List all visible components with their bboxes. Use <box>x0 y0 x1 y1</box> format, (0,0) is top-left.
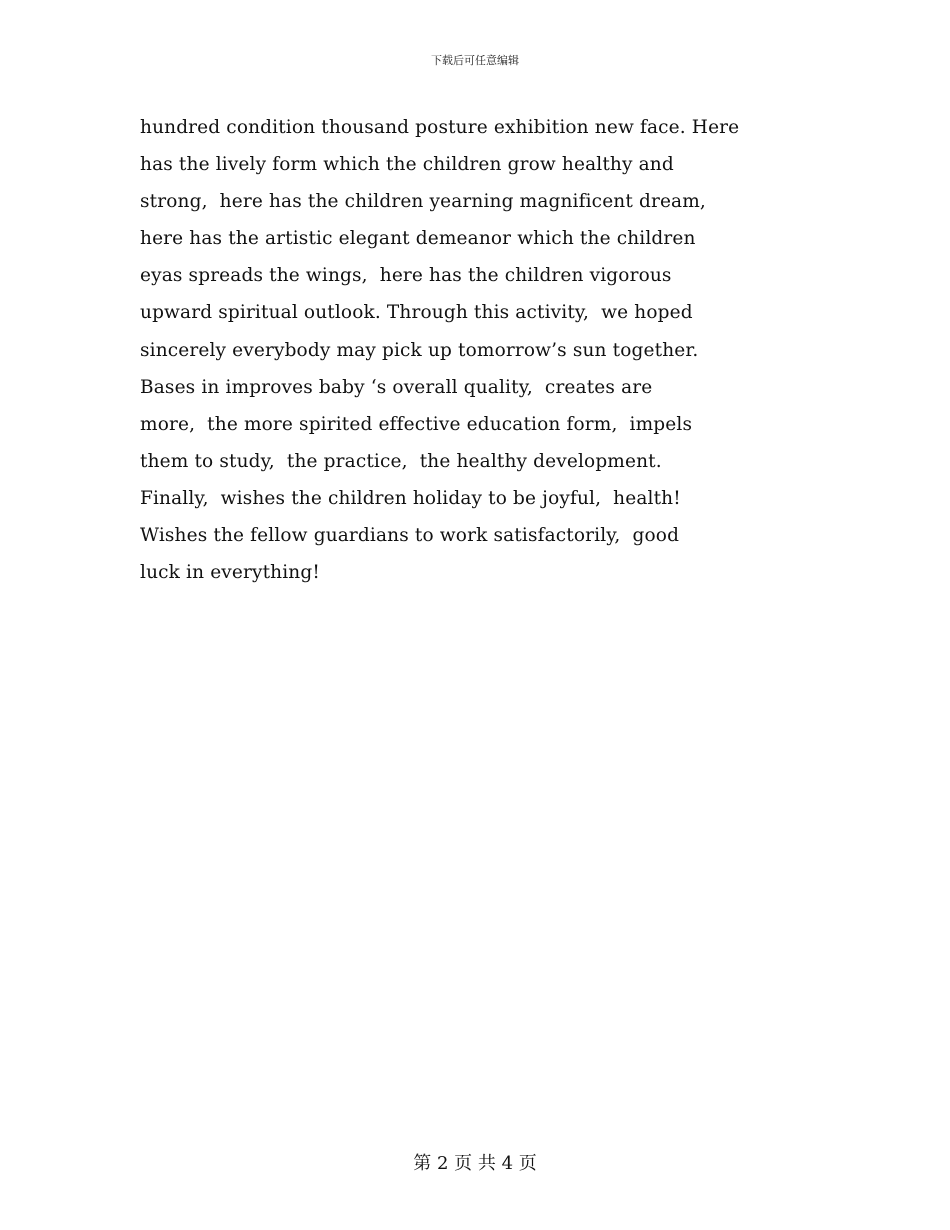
body-line: luck in everything! <box>140 562 320 584</box>
body-line: them to study, the practice, the healthy development. <box>140 450 662 472</box>
body-line: here has the artistic elegant demeanor which the children <box>140 228 696 250</box>
body-line: Bases in improves baby ‘s overall quality, creates are <box>140 376 653 398</box>
body-line: sincerely everybody may pick up tomorrow’s sun together. <box>140 339 699 361</box>
body-line: hundred condition thousand posture exhibition new face. Here <box>140 117 740 138</box>
body-text <box>140 109 820 591</box>
body-line: has the lively form which the children grow healthy and <box>140 154 674 176</box>
page-number: 第 2 页 共 4 页 <box>413 1153 537 1174</box>
body-line: strong, here has the children yearning magnificent dream, <box>140 191 706 213</box>
body-line: upward spiritual outlook. Through this activity, we hoped <box>140 302 693 324</box>
body-line: eyas spreads the wings, here has the children vigorous <box>140 265 672 287</box>
body-line: Wishes the fellow guardians to work satisfactorily, good <box>140 525 680 547</box>
body-line: more, the more spirited effective education form, impels <box>140 413 693 435</box>
body-line: Finally, wishes the children holiday to be joyful, health! <box>140 487 681 509</box>
header-note: 下载后可任意编辑 <box>431 54 519 67</box>
